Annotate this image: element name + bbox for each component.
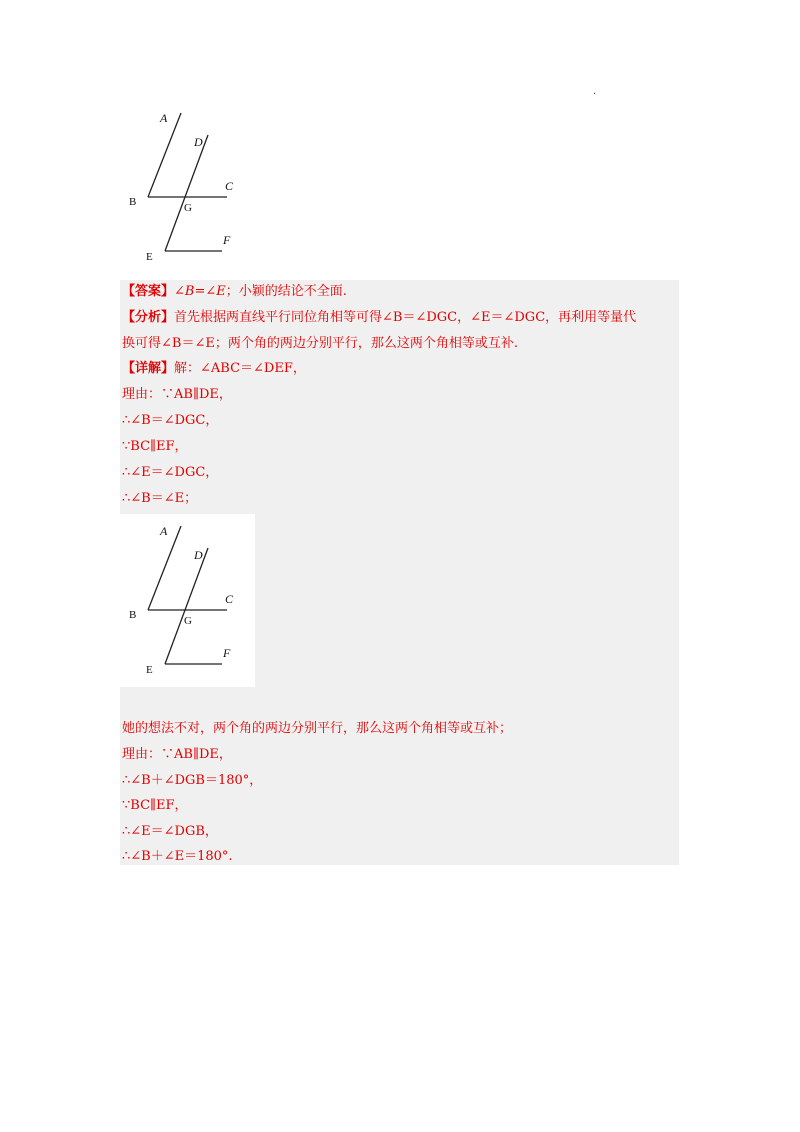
line-ab bbox=[148, 113, 181, 197]
label-g: G bbox=[184, 202, 192, 214]
line-ab bbox=[148, 526, 181, 610]
part2-line-2: 理由：∵AB∥DE， bbox=[122, 747, 232, 762]
label-f: F bbox=[223, 646, 231, 660]
part2-line-4: ∵BC∥EF， bbox=[122, 798, 188, 813]
label-b: B bbox=[129, 609, 137, 621]
part2-line-3: ∴∠B＋∠DGB＝180°， bbox=[122, 773, 263, 788]
part2-line-6: ∴∠B＋∠E＝180°. bbox=[122, 849, 233, 864]
label-d: D bbox=[194, 135, 203, 149]
detail-line-4: ∵BC∥EF， bbox=[122, 439, 188, 454]
label-f: F bbox=[223, 233, 231, 247]
part2-line-5: ∴∠E＝∠DGB， bbox=[122, 824, 218, 839]
detail-line-3: ∴∠B＝∠DGC， bbox=[122, 413, 219, 428]
label-e: E bbox=[146, 664, 153, 676]
page-dot: . bbox=[593, 86, 597, 97]
label-c: C bbox=[225, 179, 234, 193]
label-g: G bbox=[184, 615, 192, 627]
label-c: C bbox=[225, 592, 234, 606]
analysis-line-1: 【分析】首先根据两直线平行同位角相等可得∠B＝∠DGC，∠E＝∠DGC，再利用等量代 bbox=[122, 310, 637, 325]
line-de bbox=[165, 135, 208, 251]
detail-line-6: ∴∠B＝∠E； bbox=[122, 491, 198, 506]
line-de bbox=[165, 548, 208, 664]
label-d: D bbox=[194, 548, 203, 562]
detail-line-2: 理由：∵AB∥DE， bbox=[122, 387, 232, 402]
analysis-line-2: 换可得∠B＝∠E；两个角的两边分别平行，那么这两个角相等或互补. bbox=[122, 336, 518, 351]
detail-line-5: ∴∠E＝∠DGC， bbox=[122, 465, 219, 480]
label-b: B bbox=[129, 196, 137, 208]
answer-line: 【答案】∠B=∠E；小颖的结论不全面. bbox=[122, 284, 347, 299]
detail-line-1: 【详解】解：∠ABC＝∠DEF， bbox=[122, 361, 306, 376]
label-e: E bbox=[146, 251, 153, 263]
geometry-figure-answer bbox=[120, 518, 250, 683]
label-a: A bbox=[160, 524, 168, 538]
geometry-figure-top bbox=[120, 105, 250, 270]
part2-line-1: 她的想法不对，两个角的两边分别平行，那么这两个角相等或互补； bbox=[122, 721, 513, 736]
label-a: A bbox=[160, 111, 168, 125]
